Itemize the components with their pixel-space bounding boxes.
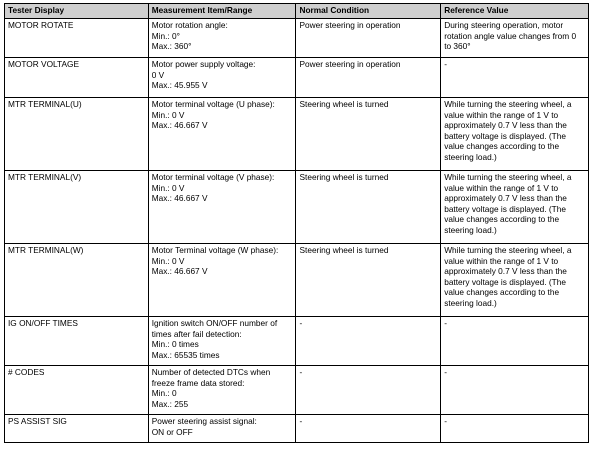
- cell-normal-condition: -: [296, 366, 441, 415]
- tester-data-table: [4, 3, 589, 443]
- measurement-line: Motor terminal voltage (V phase):: [151, 172, 275, 182]
- measurement-line: Max.: 46.667 V: [151, 120, 208, 131]
- table-row: [5, 171, 589, 244]
- measurement-line: Max.: 45.955 V: [151, 80, 208, 91]
- cell-reference-value: While turning the steering wheel, a value within the range of 1 V to approximately 0.7 V less than the battery voltage is displayed. (The value changes according to the steering load.): [441, 171, 589, 244]
- cell-normal-condition: -: [296, 317, 441, 366]
- cell-measurement: [148, 58, 296, 98]
- cell-tester-display: MTR TERMINAL(U): [5, 98, 149, 171]
- table-row: [5, 366, 589, 415]
- cell-tester-display: # CODES: [5, 366, 149, 415]
- cell-normal-condition: Steering wheel is turned: [296, 244, 441, 317]
- cell-tester-display: PS ASSIST SIG: [5, 415, 149, 443]
- cell-tester-display: MTR TERMINAL(V): [5, 171, 149, 244]
- cell-reference-value: -: [441, 58, 589, 98]
- cell-normal-condition: Power steering in operation: [296, 19, 441, 58]
- cell-measurement: [148, 171, 296, 244]
- measurement-line: Max.: 255: [151, 398, 189, 409]
- cell-tester-display: MTR TERMINAL(W): [5, 244, 149, 317]
- measurement-line: Max.: 65535 times: [151, 349, 220, 360]
- measurement-line: Min.: 0 times: [151, 339, 199, 350]
- measurement-line: Max.: 46.667 V: [151, 193, 208, 204]
- measurement-line: Motor rotation angle:: [151, 20, 228, 30]
- cell-tester-display: MOTOR VOLTAGE: [5, 58, 149, 98]
- measurement-line: Ignition switch ON/OFF number of times after fail detection:: [151, 318, 278, 339]
- cell-measurement: [148, 244, 296, 317]
- measurement-line: Power steering assist signal:: [151, 416, 257, 426]
- measurement-line: Max.: 46.667 V: [151, 266, 208, 277]
- header-measurement: Measurement Item/Range: [148, 4, 296, 19]
- table-row: [5, 19, 589, 58]
- cell-reference-value: -: [441, 366, 589, 415]
- cell-reference-value: While turning the steering wheel, a value within the range of 1 V to approximately 0.7 V less than the battery voltage is displayed. (The value changes according to the steering load.): [441, 98, 589, 171]
- measurement-line: Motor power supply voltage:: [151, 59, 256, 69]
- header-tester-display: Tester Display: [5, 4, 149, 19]
- cell-reference-value: While turning the steering wheel, a value within the range of 1 V to approximately 0.7 V less than the battery voltage is displayed. (The value changes according to the steering load.): [441, 244, 589, 317]
- header-row: [5, 4, 589, 19]
- cell-measurement: [148, 415, 296, 443]
- cell-tester-display: MOTOR ROTATE: [5, 19, 149, 58]
- measurement-line: Max.: 360°: [151, 41, 192, 52]
- cell-reference-value: -: [441, 415, 589, 443]
- measurement-line: Motor terminal voltage (U phase):: [151, 99, 275, 109]
- cell-reference-value: -: [441, 317, 589, 366]
- header-reference-value: Reference Value: [441, 4, 589, 19]
- cell-measurement: [148, 317, 296, 366]
- cell-normal-condition: -: [296, 415, 441, 443]
- cell-tester-display: IG ON/OFF TIMES: [5, 317, 149, 366]
- cell-reference-value: During steering operation, motor rotation angle value changes from 0 to 360°: [441, 19, 589, 58]
- measurement-line: Min.: 0 V: [151, 109, 185, 120]
- measurement-line: Min.: 0 V: [151, 182, 185, 193]
- measurement-line: Min.: 0 V: [151, 255, 185, 266]
- cell-normal-condition: Steering wheel is turned: [296, 171, 441, 244]
- table-row: [5, 244, 589, 317]
- table-row: [5, 317, 589, 366]
- cell-measurement: [148, 19, 296, 58]
- header-normal-condition: Normal Condition: [296, 4, 441, 19]
- measurement-line: Min.: 0: [151, 388, 177, 399]
- measurement-line: Min.: 0°: [151, 30, 180, 41]
- cell-normal-condition: Steering wheel is turned: [296, 98, 441, 171]
- table-row: [5, 98, 589, 171]
- measurement-line: ON or OFF: [151, 426, 193, 437]
- measurement-line: 0 V: [151, 69, 165, 80]
- measurement-line: Motor Terminal voltage (W phase):: [151, 245, 279, 255]
- cell-normal-condition: Power steering in operation: [296, 58, 441, 98]
- measurement-line: Number of detected DTCs when freeze frame data stored:: [151, 367, 271, 388]
- cell-measurement: [148, 98, 296, 171]
- table-row: [5, 58, 589, 98]
- cell-measurement: [148, 366, 296, 415]
- table-row: [5, 415, 589, 443]
